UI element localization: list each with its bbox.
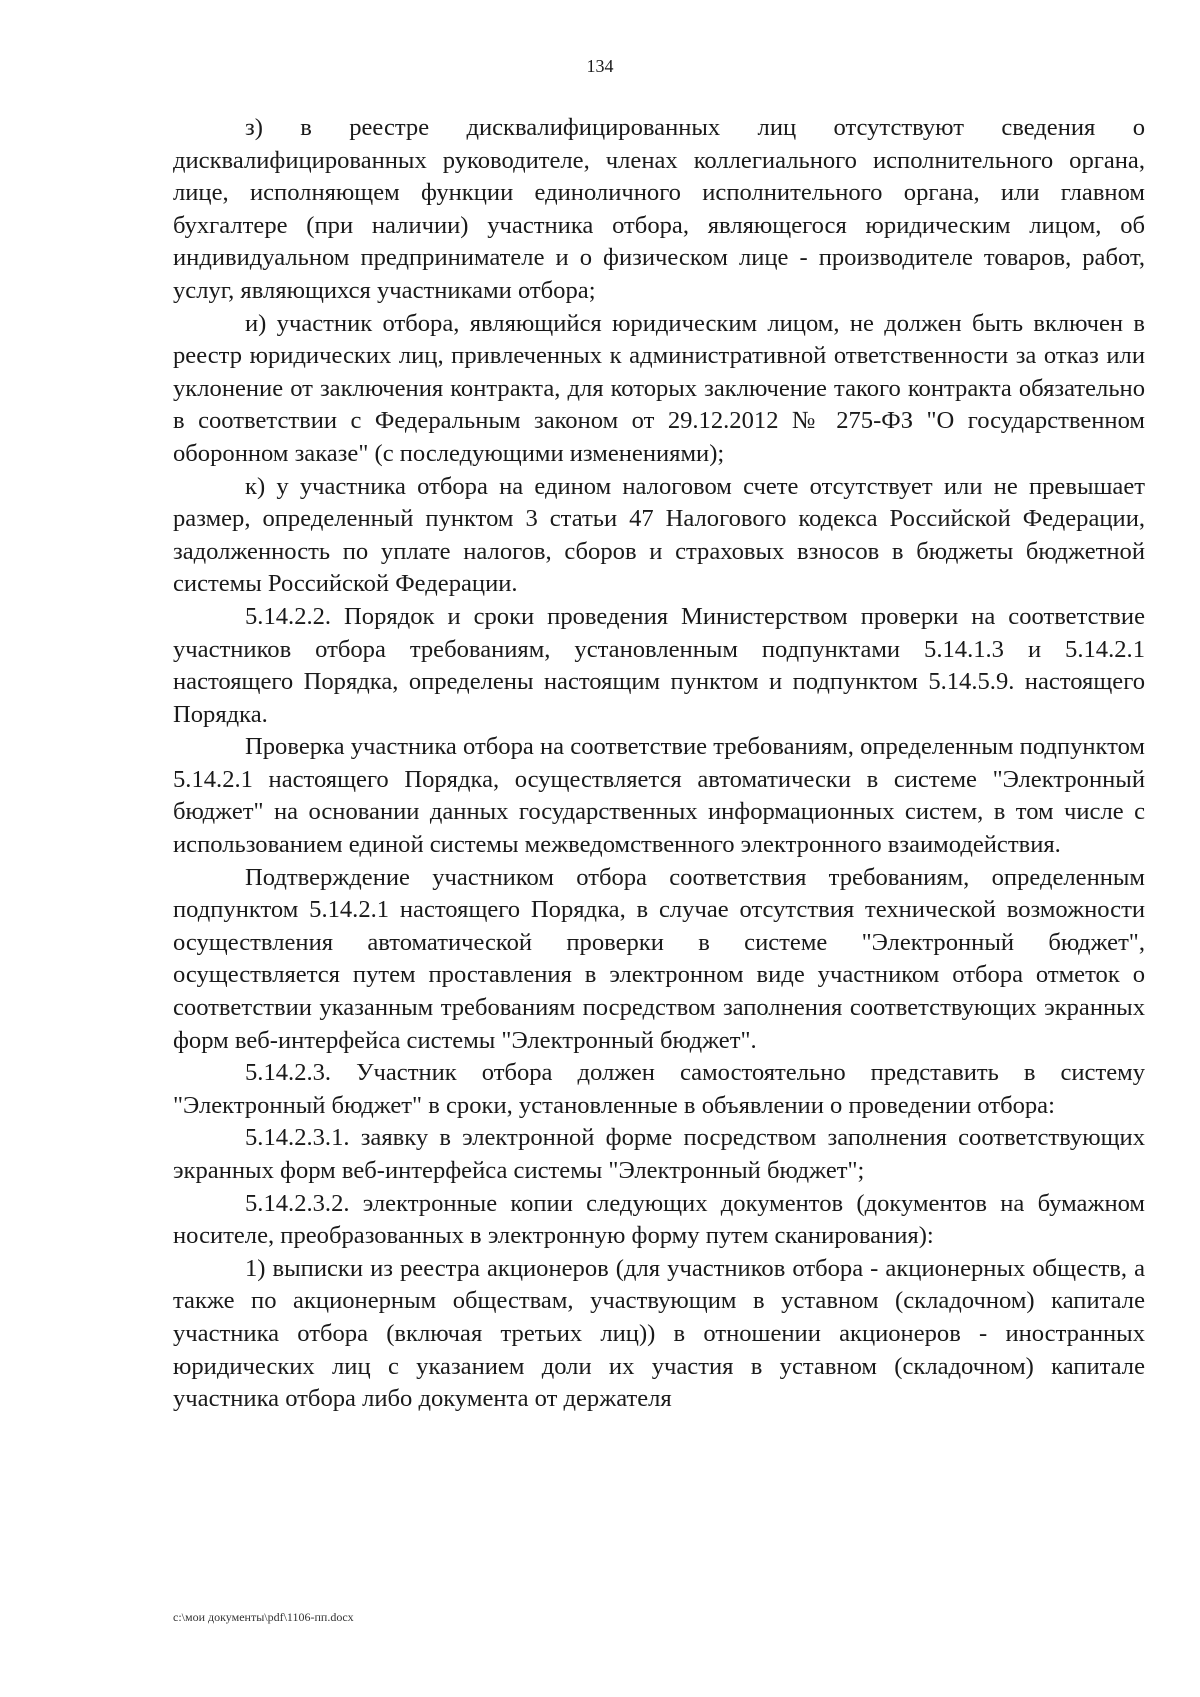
paragraph-check: Проверка участника отбора на соответствие требованиям, определенным подпунктом 5.14.2.1 настоящего Порядка, осуществляется автоматически в системе "Электронный бюджет" на основании данных государственных информационных систем, в том числе с использованием единой системы межведомственного электронного взаимодействия. <box>173 733 1145 859</box>
paragraph-item-1: 1) выписки из реестра акционеров (для участников отбора - акционерных обществ, а также по акционерным обществам, участвующим в уставном (складочном) капитале участника отбора (включая третьих лиц)) в отношении акционеров - иностранных юридических лиц с указанием доли их участия в уставном (складочном) капитале участника отбора либо документа от держателя <box>173 1254 1145 1413</box>
paragraph-i: и) участник отбора, являющийся юридическим лицом, не должен быть включен в реестр юридических лиц, привлеченных к административной ответственности за отказ или уклонение от заключения контракта, для которых заключение такого контракта обязательно в соответствии с Федеральным законом от 29.12.2012 № 275-ФЗ "О государственном оборонном заказе" (с последующими изменениями); <box>173 309 1145 467</box>
paragraph-5-14-2-2: 5.14.2.2. Порядок и сроки проведения Министерством проверки на соответствие участников отбора требованиям, установленным подпунктами 5.14.1.3 и 5.14.2.1 настоящего Порядка, определены настоящим пунктом и подпунктом 5.14.5.9. настоящего Порядка. <box>173 602 1145 728</box>
paragraph-confirmation: Подтверждение участником отбора соответствия требованиям, определенным подпунктом 5.14.2.1 настоящего Порядка, в случае отсутствия технической возможности осуществления автоматической проверки в системе "Электронный бюджет", осуществляется путем проставления в электронном виде участником отбора отметок о соответствии указанным требованиям посредством заполнения соответствующих экранных форм веб-интерфейса системы "Электронный бюджет". <box>173 863 1145 1054</box>
paragraph-5-14-2-3-1: 5.14.2.3.1. заявку в электронной форме посредством заполнения соответствующих экранных форм веб-интерфейса системы "Электронный бюджет"; <box>173 1124 1145 1184</box>
paragraph-k: к) у участника отбора на едином налоговом счете отсутствует или не превышает размер, определенный пунктом 3 статьи 47 Налогового кодекса Российской Федерации, задолженность по уплате налогов, сборов и страховых взносов в бюджеты бюджетной системы Российской Федерации. <box>173 472 1145 598</box>
paragraph-z: з) в реестре дисквалифицированных лиц отсутствуют сведения о дисквалифицированных руководителе, членах коллегиального исполнительного органа, лице, исполняющем функции единоличного исполнительного органа, или главном бухгалтере (при наличии) участника отбора, являющегося юридическим лицом, об индивидуальном предпринимателе и о физическом лице - производителе товаров, работ, услуг, являющихся участниками отбора; <box>173 114 1145 304</box>
paragraph-5-14-2-3-2: 5.14.2.3.2. электронные копии следующих документов (документов на бумажном носителе, преобразованных в электронную форму путем сканирования): <box>173 1189 1145 1250</box>
document-body <box>173 112 1145 1416</box>
footer-file-path: c:\мои документы\pdf\1106-пп.docx <box>173 1610 354 1624</box>
paragraph-5-14-2-3: 5.14.2.3. Участник отбора должен самостоятельно представить в систему "Электронный бюджет" в сроки, установленные в объявлении о проведении отбора: <box>173 1059 1145 1119</box>
page-number: 134 <box>586 56 614 76</box>
